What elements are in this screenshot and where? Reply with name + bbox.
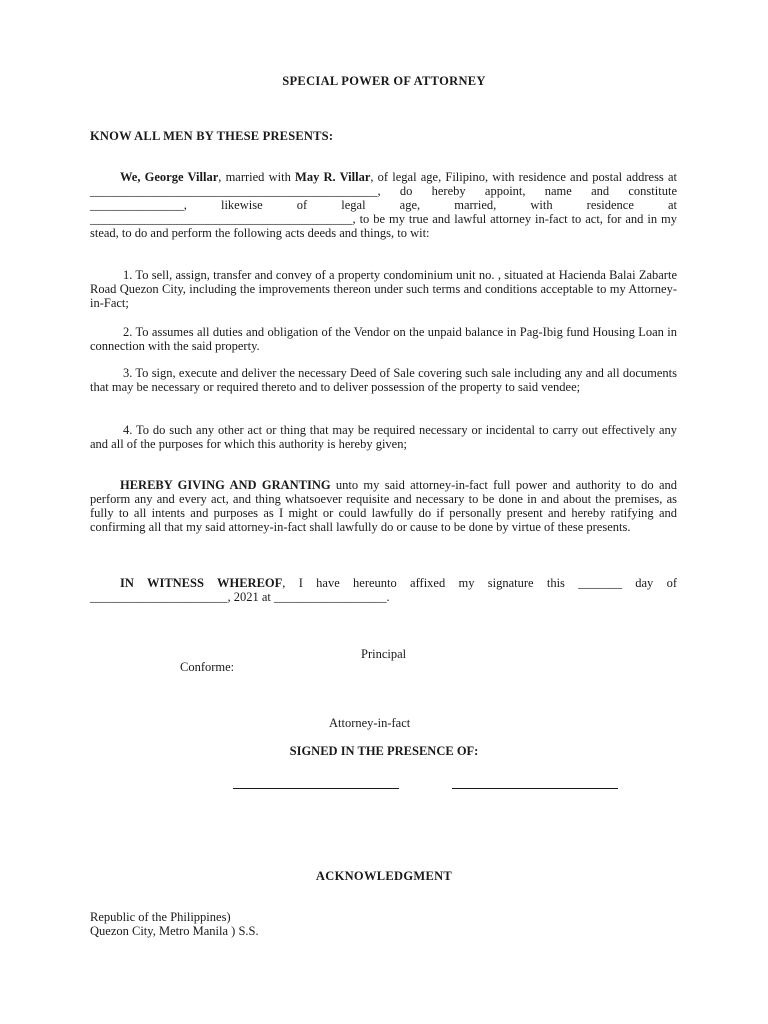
appointment-text-1: , married with [218, 170, 296, 184]
appointment-paragraph [90, 170, 677, 240]
granting-text: unto my said attorney-in-fact full power and authority to do and perform any and every act, and thing whatsoever requisite and necessary to be done in and about the premises, as fully to all intents and purposes as I might or could lawfully do if personally present and hereby ratifying and confirming all that my said attorney-in-fact shall lawfully do or cause to be done by virtue of these presents. [90, 478, 677, 534]
granting-paragraph [90, 478, 677, 534]
acknowledgment-heading: ACKNOWLEDGMENT [315, 869, 453, 883]
venue-city: Quezon City, Metro Manila ) S.S. [90, 924, 259, 938]
witness-signature-line-2 [452, 788, 618, 789]
power-item-1 [90, 268, 677, 310]
witness-signature-line-1 [233, 788, 399, 789]
power-item-text: 1. To sell, assign, transfer and convey of a property condominium unit no. , situated at Hacienda Balai Zabarte Road Quezon City, including the improvements thereon under such terms and conditions acceptable to my Attorney-in-Fact; [90, 268, 677, 310]
venue-republic: Republic of the Philippines) [90, 910, 231, 924]
know-all-heading: KNOW ALL MEN BY THESE PRESENTS: [90, 129, 334, 143]
power-item-text: 2. To assumes all duties and obligation of the Vendor on the unpaid balance in Pag-Ibig fund Housing Loan in connection with the said property. [90, 325, 677, 353]
witness-lead: IN WITNESS WHEREOF [120, 576, 283, 590]
document-title: SPECIAL POWER OF ATTORNEY [282, 74, 486, 88]
witness-text: , I have hereunto affixed my signature this _______ day of ______________________, 2021 at __________________. [90, 576, 677, 604]
power-item-2 [90, 325, 677, 353]
witness-paragraph [90, 576, 677, 604]
signed-presence-heading: SIGNED IN THE PRESENCE OF: [289, 744, 479, 758]
principal-name: We, George Villar [120, 170, 219, 184]
power-item-text: 4. To do such any other act or thing that may be required necessary or incidental to carry out effectively any and all of the purposes for which this authority is hereby given; [90, 423, 677, 451]
granting-lead: HEREBY GIVING AND GRANTING [120, 478, 331, 492]
power-item-text: 3. To sign, execute and deliver the necessary Deed of Sale covering such sale including any and all documents that may be necessary or required thereto and to deliver possession of the property to said vendee; [90, 366, 677, 394]
conforme-label: Conforme: [180, 660, 235, 674]
appointment-text-2: , of legal age, Filipino, with residence and postal address at ______________________________________________, do hereby appoint, name and constitute _______________, likewise of legal age, married, with residence at __________________________________________, to be my true and lawful attorney in-fact to act, for and in my stead, to do and perform the following acts deeds and things, to wit: [90, 170, 677, 240]
attorney-in-fact-label: Attorney-in-fact [329, 716, 411, 730]
power-item-3 [90, 366, 677, 394]
power-item-4 [90, 423, 677, 451]
spouse-name: May R. Villar [295, 170, 371, 184]
principal-label: Principal [361, 647, 407, 661]
